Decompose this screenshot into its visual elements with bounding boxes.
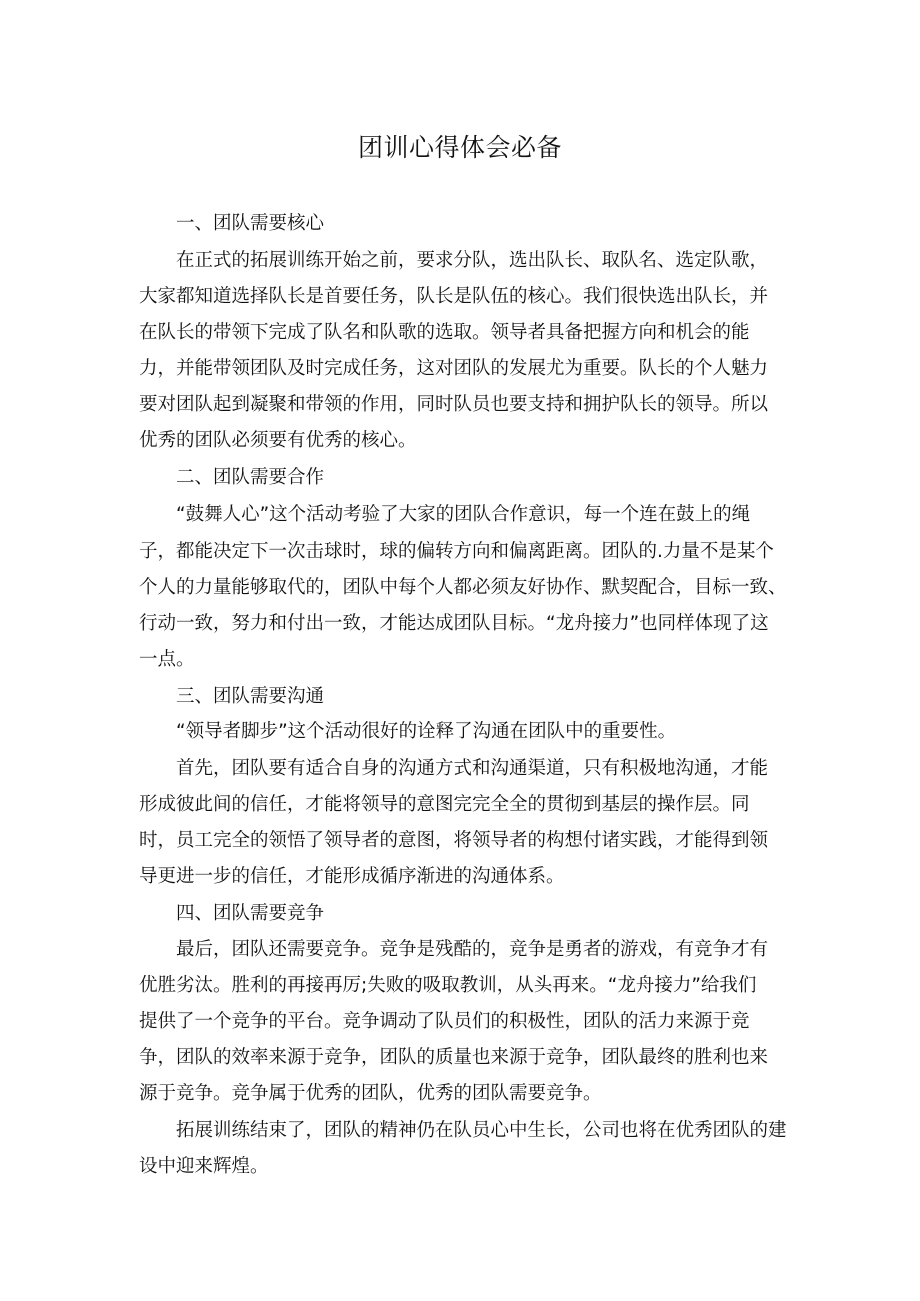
paragraph-line: 最后，团队还需要竞争。竞争是残酷的，竞争是勇者的游戏，有竞争才有: [176, 939, 769, 960]
paragraph-line: “鼓舞人心”这个活动考验了大家的团队合作意识，每一个连在鼓上的绳: [176, 504, 751, 525]
paragraph-line: 设中迎来辉煌。: [139, 1156, 269, 1177]
paragraph-line: 源于竞争。竞争属于优秀的团队，优秀的团队需要竞争。: [139, 1083, 602, 1104]
paragraph-line: 个人的力量能够取代的，团队中每个人都必须友好协作、默契配合，目标一致、: [139, 577, 787, 598]
paragraph-line: 时，员工完全的领悟了领导者的意图，将领导者的构想付诸实践，才能得到领: [139, 830, 769, 851]
section-heading-1: 一、团队需要核心: [176, 213, 325, 234]
paragraph-line: 优秀的团队必须要有优秀的核心。: [139, 430, 417, 451]
paragraph-line: 争，团队的效率来源于竞争，团队的质量也来源于竞争，团队最终的胜利也来: [139, 1047, 769, 1068]
paragraph-line: 行动一致，努力和付出一致，才能达成团队目标。“龙舟接力”也同样体现了这: [139, 613, 769, 634]
document-title: 团训心得体会必备: [357, 133, 562, 162]
paragraph-line: 子，都能决定下一次击球时，球的偏转方向和偏离距离。团队的.力量不是某个: [139, 541, 774, 562]
paragraph-line: 拓展训练结束了，团队的精神仍在队员心中生长，公司也将在优秀团队的建: [176, 1120, 787, 1141]
paragraph-line: 大家都知道选择队长是首要任务，队长是队伍的核心。我们很快选出队长，并: [139, 286, 769, 307]
paragraph-line: 导更进一步的信任，才能形成循序渐进的沟通体系。: [139, 866, 565, 887]
paragraph-line: 形成彼此间的信任，才能将领导的意图完完全全的贯彻到基层的操作层。同: [139, 794, 750, 815]
paragraph-line: 提供了一个竞争的平台。竞争调动了队员们的积极性，团队的活力来源于竞: [139, 1011, 750, 1032]
paragraph-line: “领导者脚步”这个活动很好的诠释了沟通在团队中的重要性。: [176, 721, 677, 742]
section-heading-2: 二、团队需要合作: [176, 467, 325, 488]
paragraph-line: 力，并能带领团队及时完成任务，这对团队的发展尤为重要。队长的个人魅力: [139, 358, 769, 379]
paragraph-line: 要对团队起到凝聚和带领的作用，同时队员也要支持和拥护队长的领导。所以: [139, 394, 769, 415]
paragraph-line: 在队长的带领下完成了队名和队歌的选取。领导者具备把握方向和机会的能: [139, 322, 750, 343]
section-heading-3: 三、团队需要沟通: [176, 686, 325, 707]
paragraph-line: 一点。: [139, 649, 195, 670]
paragraph-line: 在正式的拓展训练开始之前，要求分队，选出队长、取队名、选定队歌，: [176, 250, 769, 271]
paragraph-line: 首先，团队要有适合自身的沟通方式和沟通渠道，只有积极地沟通，才能: [176, 758, 769, 779]
section-heading-4: 四、团队需要竞争: [176, 903, 325, 924]
paragraph-line: 优胜劣汰。胜利的再接再厉;失败的吸取教训，从头再来。“龙舟接力”给我们: [139, 975, 757, 996]
